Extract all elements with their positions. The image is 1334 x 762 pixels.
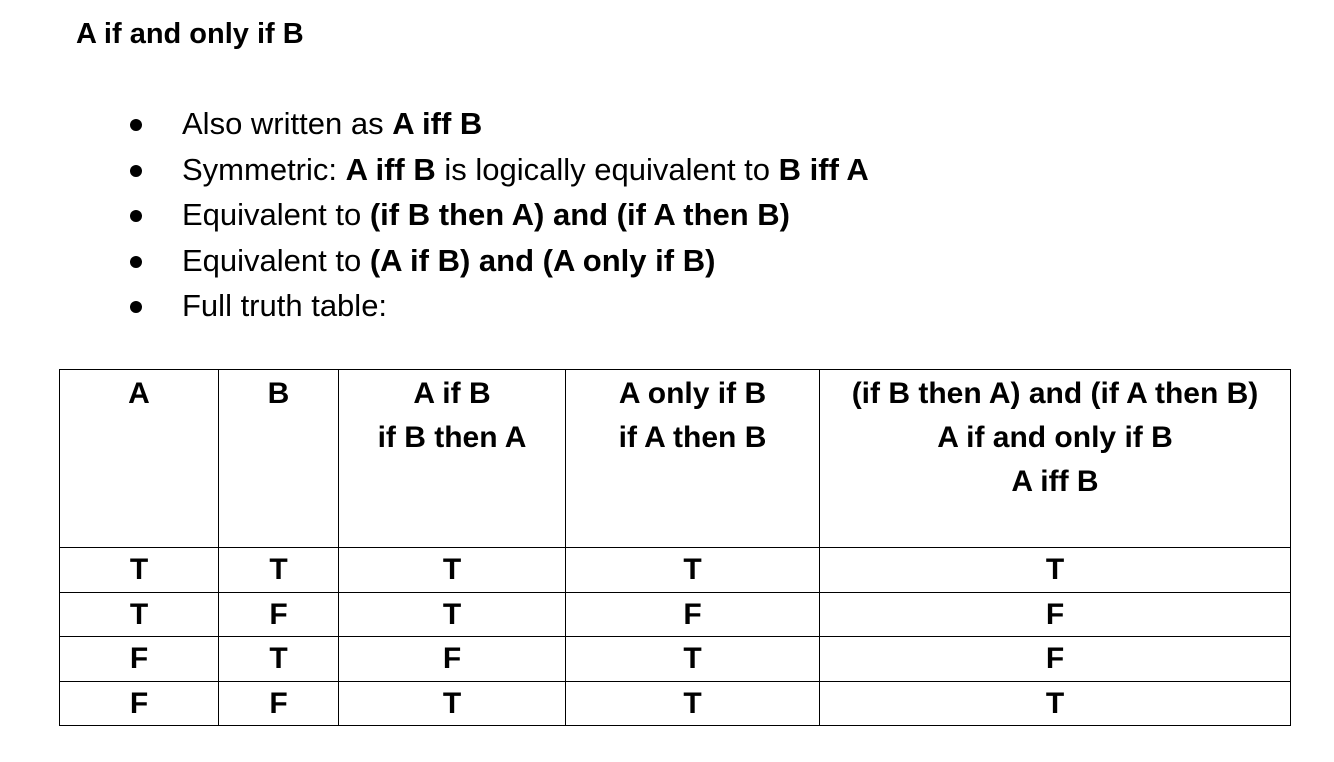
bullet-text — [182, 283, 387, 329]
bullet-segment-bold: B iff A — [778, 151, 869, 187]
bullet-text — [182, 238, 715, 284]
bullet-dot-icon — [130, 301, 142, 313]
bullet-dot-icon — [130, 210, 142, 222]
header-line: A only if B — [618, 377, 767, 410]
bullet-segment: Equivalent to — [182, 242, 370, 278]
bullet-segment: Symmetric: — [182, 151, 346, 187]
table-cell: F — [60, 681, 219, 726]
header-line: A iff B — [1011, 465, 1099, 498]
table-row — [60, 548, 1291, 593]
table-row — [60, 681, 1291, 726]
table-cell: T — [339, 592, 566, 637]
bullet-segment: is logically equivalent to — [435, 151, 779, 187]
bullet-dot-icon — [130, 119, 142, 131]
table-cell: T — [60, 592, 219, 637]
header-line: (if B then A) and (if A then B) — [851, 377, 1259, 410]
header-line: if B then A — [377, 421, 527, 454]
table-cell: F — [566, 592, 820, 637]
bullet-dot-icon — [130, 256, 142, 268]
column-header-a — [60, 370, 219, 548]
column-header-a-if-b — [339, 370, 566, 548]
bullet-text — [182, 101, 482, 147]
bullet-text — [182, 192, 790, 238]
bullet-segment-bold: A iff B — [345, 151, 436, 187]
bullet-segment-bold: A iff B — [392, 106, 483, 141]
column-header-b — [219, 370, 339, 548]
bullet-text — [182, 147, 869, 193]
table-cell: T — [566, 637, 820, 682]
page-title: A if and only if B — [76, 18, 304, 50]
bullet-segment: Equivalent to — [182, 197, 370, 232]
table-cell: T — [219, 637, 339, 682]
table-cell: F — [219, 681, 339, 726]
table-cell: F — [60, 637, 219, 682]
bullet-dot-icon — [130, 165, 142, 177]
header-line: A — [128, 377, 150, 410]
header-line: A if B — [413, 377, 491, 410]
bullet-segment-bold: (if B then A) and (if A then B) — [369, 197, 791, 232]
table-cell: T — [820, 681, 1291, 726]
header-line: A if and only if B — [937, 421, 1173, 454]
table-cell: F — [820, 637, 1291, 682]
table-cell: T — [566, 548, 820, 593]
table-cell: T — [820, 548, 1291, 593]
header-line: B — [267, 377, 290, 410]
table-cell: T — [566, 681, 820, 726]
table-cell: F — [820, 592, 1291, 637]
column-header-a-only-if-b — [566, 370, 820, 548]
table-cell: F — [339, 637, 566, 682]
table-row — [60, 637, 1291, 682]
truth-table — [59, 369, 1291, 726]
bullet-segment: Also written as — [182, 106, 393, 141]
bullet-segment-bold: (A if B) and (A only if B) — [369, 242, 716, 278]
header-line: if A then B — [618, 421, 767, 454]
table-row — [60, 592, 1291, 637]
table-cell: T — [60, 548, 219, 593]
table-header-row — [60, 370, 1291, 548]
bullet-segment: Full truth table: — [182, 288, 388, 323]
table-cell: F — [219, 592, 339, 637]
table-cell: T — [219, 548, 339, 593]
table-cell: T — [339, 548, 566, 593]
table-cell: T — [339, 681, 566, 726]
column-header-a-iff-b — [820, 370, 1291, 548]
